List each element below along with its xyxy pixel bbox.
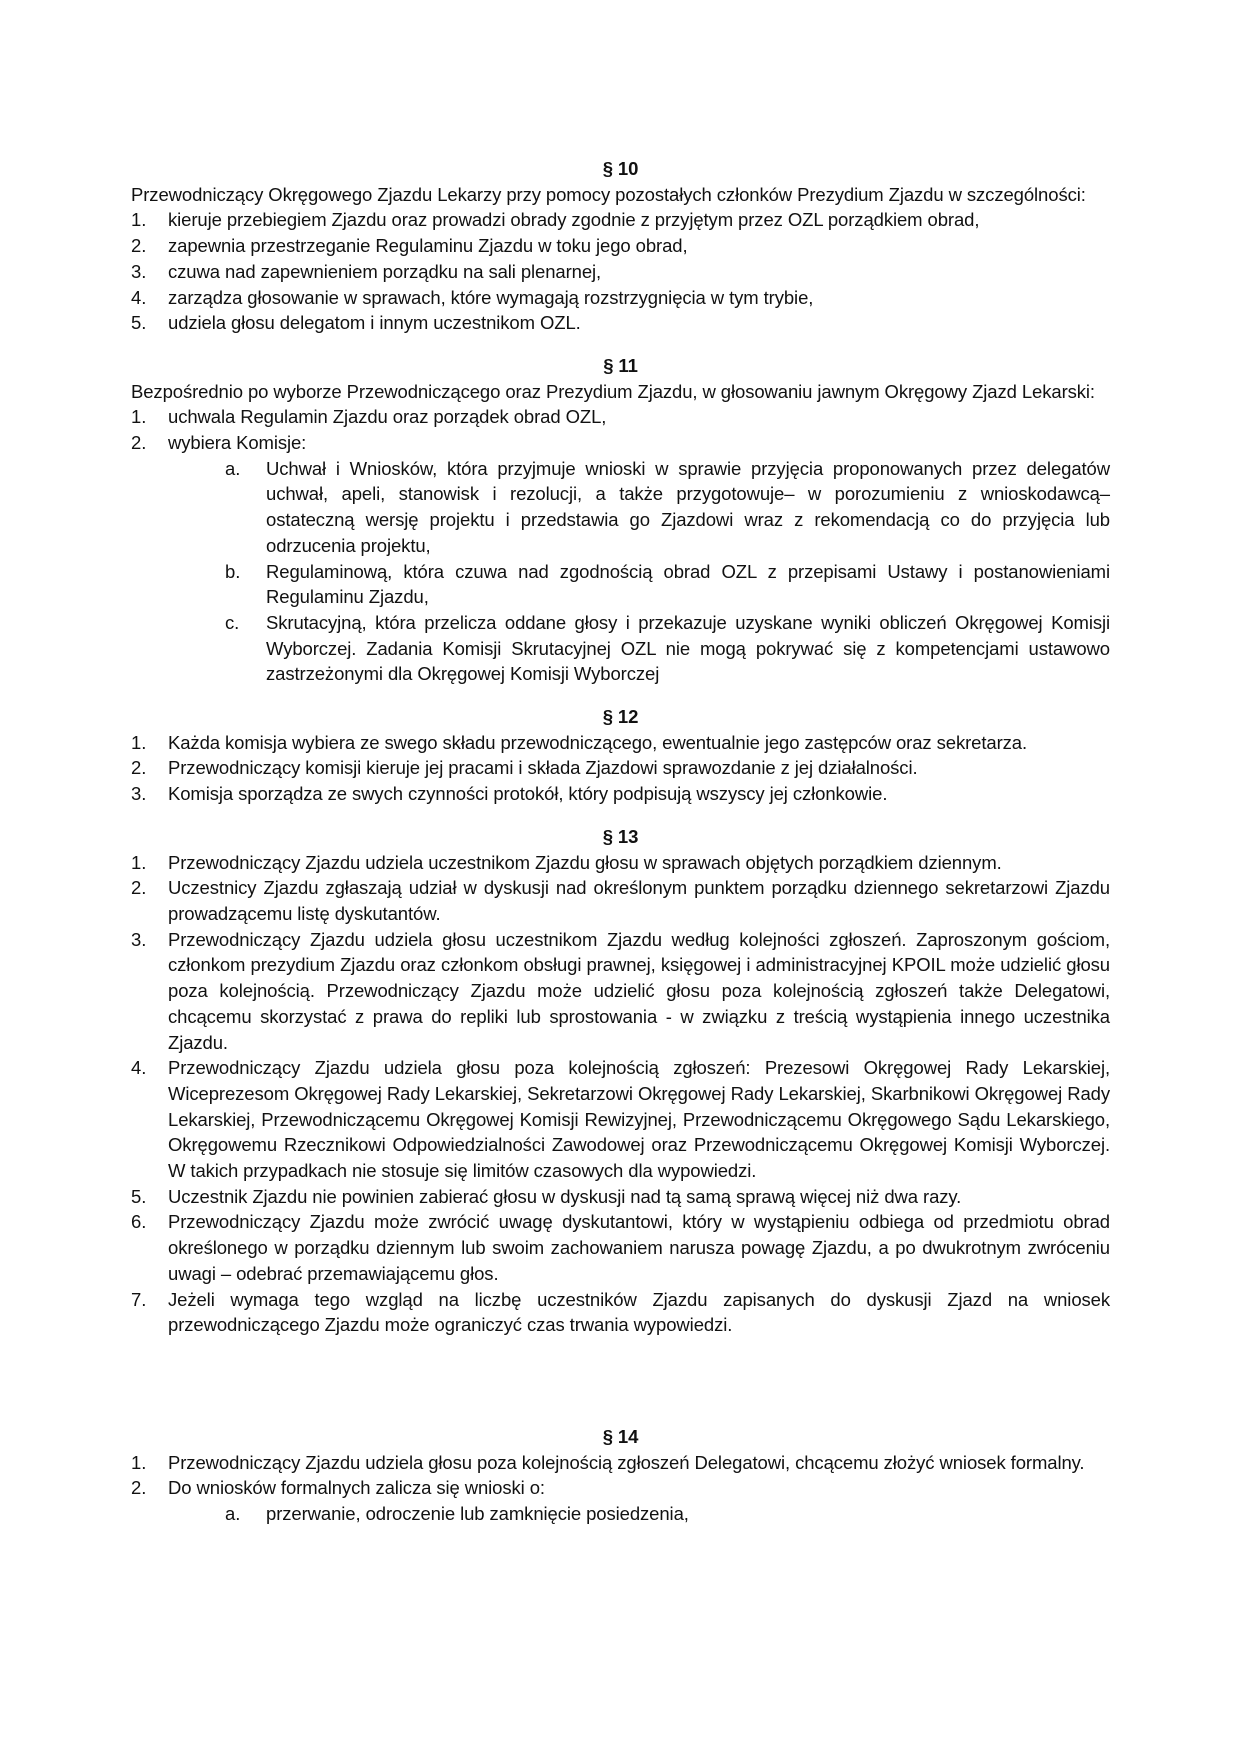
subitem-marker: b. (225, 560, 241, 582)
item-text: czuwa nad zapewnieniem porządku na sali plenarnej, (168, 260, 602, 282)
item-text: udziela głosu delegatom i innym uczestnikom OZL. (168, 312, 581, 334)
item-text: Jeżeli wymaga tego wzgląd na liczbę uczestników Zjazdu zapisanych do dyskusji Zjazd na wniosek przewodniczącego Zjazdu może ograniczyć czas trwania wypowiedzi. (168, 1288, 1110, 1336)
list-item (131, 310, 1110, 336)
section-heading: § 13 (602, 825, 639, 847)
sub-list-item (131, 456, 1110, 559)
item-text: uchwala Regulamin Zjazdu oraz porządek obrad OZL, (168, 406, 607, 428)
item-marker: 1. (131, 406, 147, 428)
item-marker: 3. (131, 260, 147, 282)
section (131, 156, 1110, 336)
list-item (131, 233, 1110, 259)
list-item (131, 285, 1110, 311)
item-text: Przewodniczący Zjazdu udziela głosu poza kolejnością zgłoszeń Delegatowi, chcącemu złożyć wniosek formalny. (168, 1451, 1085, 1473)
document-content (131, 156, 1110, 1527)
list-item (131, 1475, 1110, 1501)
section-intro: Bezpośrednio po wyborze Przewodniczącego oraz Prezydium Zjazdu, w głosowaniu jawnym Okręgowy Zjazd Lekarski: (131, 380, 1095, 402)
item-marker: 1. (131, 1451, 147, 1473)
item-marker: 2. (131, 877, 147, 899)
item-text: Przewodniczący Zjazdu udziela głosu poza kolejnością zgłoszeń: Prezesowi Okręgowej Rady Lekarskiej, Wiceprezesom Okręgowej Rady Lekarskiej, Sekretarzowi Okręgowej Rady Lekarskiej, Skarbnikowi Okręgowej Rady Lekarskiej, Przewodniczącemu Okręgowej Komisji Rewizyjnej, Przewodniczącemu Okręgowego Sądu Lekarskiego, Okręgowemu Rzecznikowi Odpowiedzialności Zawodowej oraz Przewodniczącemu Okręgowej Komisji Wyborczej. W takich przypadkach nie stosuje się limitów czasowych dla wypowiedzi. (168, 1057, 1110, 1182)
item-text: Do wniosków formalnych zalicza się wnioski o: (168, 1477, 545, 1499)
list-item (131, 755, 1110, 781)
item-marker: 2. (131, 1477, 147, 1499)
subitem-marker: a. (225, 1503, 241, 1525)
list-item (131, 927, 1110, 1056)
item-text: kieruje przebiegiem Zjazdu oraz prowadzi obrady zgodnie z przyjętym przez OZL porządkiem obrad, (168, 209, 980, 231)
item-text: Uczestnik Zjazdu nie powinien zabierać głosu w dyskusji nad tą samą sprawą więcej niż dwa razy. (168, 1185, 962, 1207)
list-item (131, 430, 1110, 456)
list-item (131, 1184, 1110, 1210)
item-text: Przewodniczący komisji kieruje jej pracami i składa Zjazdowi sprawozdanie z jej działalności. (168, 757, 918, 779)
item-marker: 1. (131, 209, 147, 231)
list-item (131, 730, 1110, 756)
item-marker: 4. (131, 1057, 147, 1079)
list-item (131, 1055, 1110, 1184)
section (131, 1424, 1110, 1527)
list-item (131, 259, 1110, 285)
item-text: Każda komisja wybiera ze swego składu przewodniczącego, ewentualnie jego zastępców oraz sekretarza. (168, 731, 1028, 753)
item-text: zapewnia przestrzeganie Regulaminu Zjazdu w toku jego obrad, (168, 235, 688, 257)
sub-list-item (131, 1501, 1110, 1527)
list-item (131, 781, 1110, 807)
item-text: Przewodniczący Zjazdu może zwrócić uwagę dyskutantowi, który w wystąpieniu odbiega od przedmiotu obrad określonego w porządku dziennym lub swoim zachowaniem narusza powagę Zjazdu, a po dwukrotnym zwróceniu uwagi – odebrać przemawiającemu głos. (168, 1211, 1110, 1284)
subitem-marker: c. (225, 611, 240, 633)
item-text: zarządza głosowanie w sprawach, które wymagają rozstrzygnięcia w tym trybie, (168, 286, 814, 308)
section (131, 824, 1110, 1338)
item-marker: 4. (131, 286, 147, 308)
section-heading: § 11 (603, 354, 638, 376)
item-marker: 3. (131, 783, 147, 805)
section-intro: Przewodniczący Okręgowego Zjazdu Lekarzy przy pomocy pozostałych członków Prezydium Zjazdu w szczególności: (131, 183, 1086, 205)
item-marker: 2. (131, 757, 147, 779)
section-heading: § 12 (602, 706, 639, 728)
list-item (131, 1287, 1110, 1338)
item-marker: 7. (131, 1288, 147, 1310)
list-item (131, 404, 1110, 430)
item-text: Przewodniczący Zjazdu udziela uczestnikom Zjazdu głosu w sprawach objętych porządkiem dziennym. (168, 851, 1002, 873)
item-marker: 1. (131, 731, 147, 753)
section-heading: § 14 (602, 1425, 639, 1447)
item-marker: 2. (131, 432, 147, 454)
subitem-text: przerwanie, odroczenie lub zamknięcie posiedzenia, (266, 1503, 689, 1525)
subitem-text: Regulaminową, która czuwa nad zgodnością obrad OZL z przepisami Ustawy i postanowieniami Regulaminu Zjazdu, (266, 560, 1110, 608)
item-text: wybiera Komisje: (168, 432, 307, 454)
item-text: Uczestnicy Zjazdu zgłaszają udział w dyskusji nad określonym punktem porządku dziennego sekretarzowi Zjazdu prowadzącemu listę dyskutantów. (168, 877, 1110, 924)
item-marker: 6. (131, 1211, 147, 1233)
item-marker: 2. (131, 235, 147, 257)
list-item (131, 1450, 1110, 1476)
item-marker: 3. (131, 928, 147, 950)
subitem-text: Uchwał i Wniosków, która przyjmuje wnioski w sprawie przyjęcia proponowanych przez delegatów uchwał, apeli, stanowisk i rezolucji, a także przygotowuje– w porozumieniu z wnioskodawcą– ostateczną wersję projektu i przedstawia go Zjazdowi wraz z rekomendacją co do przyjęcia lub odrzucenia projektu, (266, 457, 1110, 556)
subitem-marker: a. (225, 457, 241, 479)
list-item (131, 850, 1110, 876)
section-heading: § 10 (602, 158, 639, 179)
item-text: Przewodniczący Zjazdu udziela głosu uczestnikom Zjazdu według kolejności zgłoszeń. Zaproszonym gościom, członkom prezydium Zjazdu oraz członkom obsługi prawnej, księgowej i administracyjnej KPOIL może udzielić głosu poza kolejnością. Przewodniczący Zjazdu może udzielić głosu poza kolejnością zgłoszeń także Delegatowi, chcącemu skorzystać z prawa do repliki lub sprostowania - w związku z treścią wystąpienia innego uczestnika Zjazdu. (168, 928, 1110, 1053)
section (131, 353, 1110, 687)
subitem-text: Skrutacyjną, która przelicza oddane głosy i przekazuje uzyskane wyniki obliczeń Okręgowej Komisji Wyborczej. Zadania Komisji Skrutacyjnej OZL nie mogą pokrywać się z kompetencjami ustawowo zastrzeżonymi dla Okręgowej Komisji Wyborczej (266, 611, 1110, 685)
list-item (131, 1209, 1110, 1286)
item-marker: 5. (131, 312, 147, 334)
list-item (131, 207, 1110, 233)
item-marker: 5. (131, 1185, 147, 1207)
sub-list-item (131, 610, 1110, 687)
item-marker: 1. (131, 851, 147, 873)
section (131, 704, 1110, 807)
list-item (131, 875, 1110, 926)
sub-list-item (131, 559, 1110, 610)
item-text: Komisja sporządza ze swych czynności protokół, który podpisują wszyscy jej członkowie. (168, 783, 888, 805)
